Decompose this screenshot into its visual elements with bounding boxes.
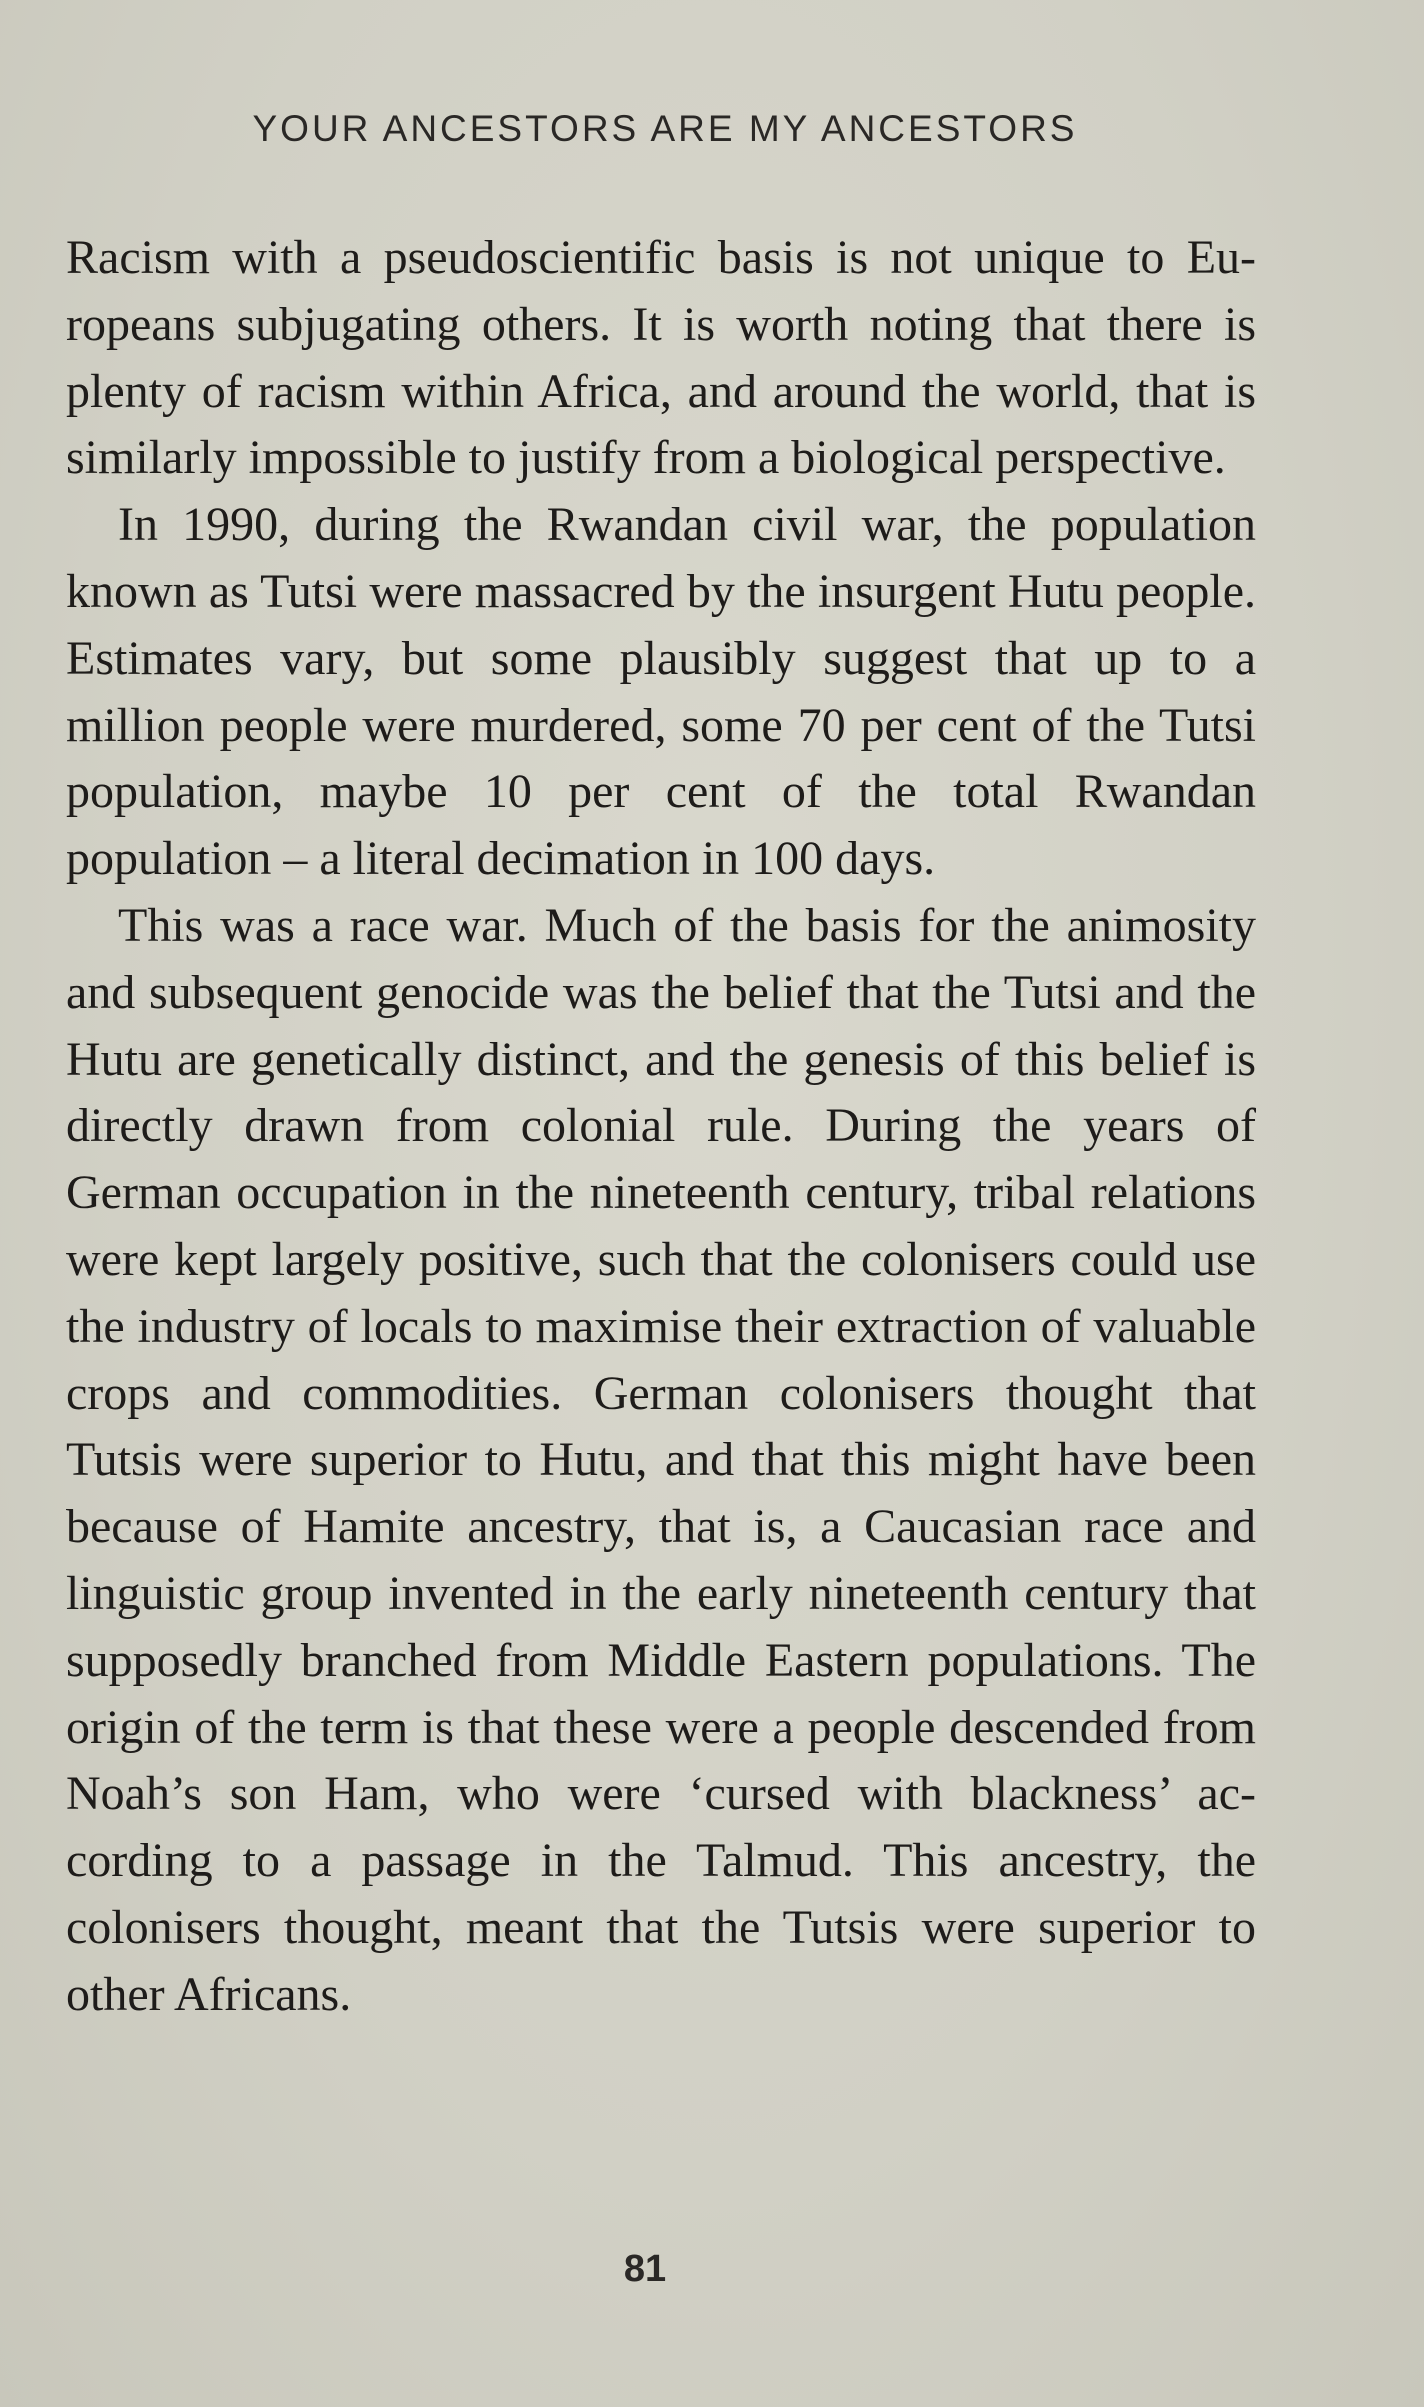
paragraph-2: In 1990, during the Rwandan civil war, the population known as Tutsi were massacred by the insurgent Hutu people. Estimates vary, but some plausibly suggest that up to a million people were murdered, some 70 per cent of the Tutsi population, maybe 10 per cent of the total Rwandan population – a literal decimation in 100 days. <box>66 498 1256 886</box>
body-text <box>66 225 1256 2029</box>
running-head: YOUR ANCESTORS ARE MY ANCESTORS <box>252 108 1078 149</box>
page-number: 81 <box>623 2248 667 2290</box>
paragraph-3: This was a race war. Much of the basis for the animosity and subsequent genocide was the belief that the Tutsi and the Hutu are genetically distinct, and the genesis of this belief is directly drawn from colonial rule. During the years of German occupation in the nineteenth century, tribal relations were kept largely positive, such that the colonisers could use the industry of locals to maximise their extraction of valuable crops and commodities. German colonisers thought that Tutsis were superior to Hutu, and that this might have been because of Hamite ancestry, that is, a Caucasian race and linguistic group invented in the early nineteenth century that supposedly branched from Middle Eastern populations. The origin of the term is that these were a people descended from Noah’s son Ham, who were ‘cursed with blackness’ according to a passage in the Talmud. This ancestry, the colonisers thought, meant that the Tutsis were superior to other Africans. <box>66 898 1256 2021</box>
paragraph-1: Racism with a pseudoscientific basis is not unique to Europeans subjugating others. It is worth noting that there is plenty of racism within Africa, and around the world, that is similarly impossible to justify from a biological perspective. <box>66 231 1256 485</box>
